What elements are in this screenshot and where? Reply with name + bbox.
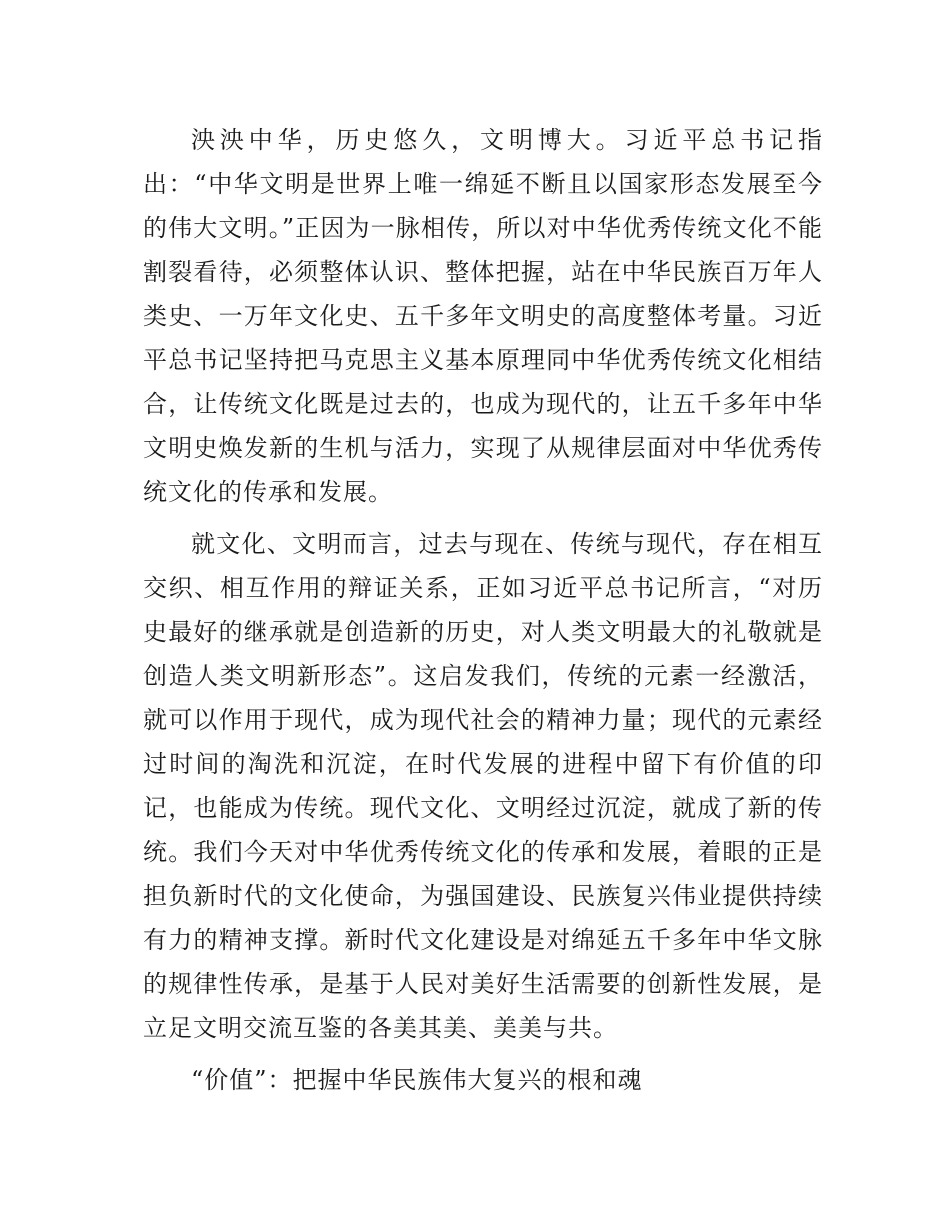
paragraph-1: 泱泱中华，历史悠久，文明博大。习近平总书记指出：“中华文明是世界上唯一绵延不断且以国家形态发展至今的伟大文明。”正因为一脉相传，所以对中华优秀传统文化不能割裂看待，必须整体认识、整体把握，站在中华民族百万年人类史、一万年文化史、五千多年文明史的高度整体考量。习近平总书记坚持把马克思主义基本原理同中华优秀传统文化相结合，让传统文化既是过去的，也成为现代的，让五千多年中华文明史焕发新的生机与活力，实现了从规律层面对中华优秀传统文化的传承和发展。 bbox=[143, 126, 823, 506]
paragraph-2: 就文化、文明而言，过去与现在、传统与现代，存在相互交织、相互作用的辩证关系，正如习近平总书记所言，“对历史最好的继承就是创造新的历史，对人类文明最大的礼敬就是创造人类文明新形态”。这启发我们，传统的元素一经激活，就可以作用于现代，成为现代社会的精神力量；现代的元素经过时间的淘洗和沉淀，在时代发展的进程中留下有价值的印记，也能成为传统。现代文化、文明经过沉淀，就成了新的传统。我们今天对中华优秀传统文化的传承和发展，着眼的正是担负新时代的文化使命，为强国建设、民族复兴伟业提供持续有力的精神支撑。新时代文化建设是对绵延五千多年中华文脉的规律性传承，是基于人民对美好生活需要的创新性发展，是立足文明交流互鉴的各美其美、美美与共。 bbox=[143, 530, 823, 1042]
section-heading: “价值”：把握中华民族伟大复兴的根和魂 bbox=[191, 1066, 643, 1094]
document-body bbox=[143, 118, 823, 1102]
